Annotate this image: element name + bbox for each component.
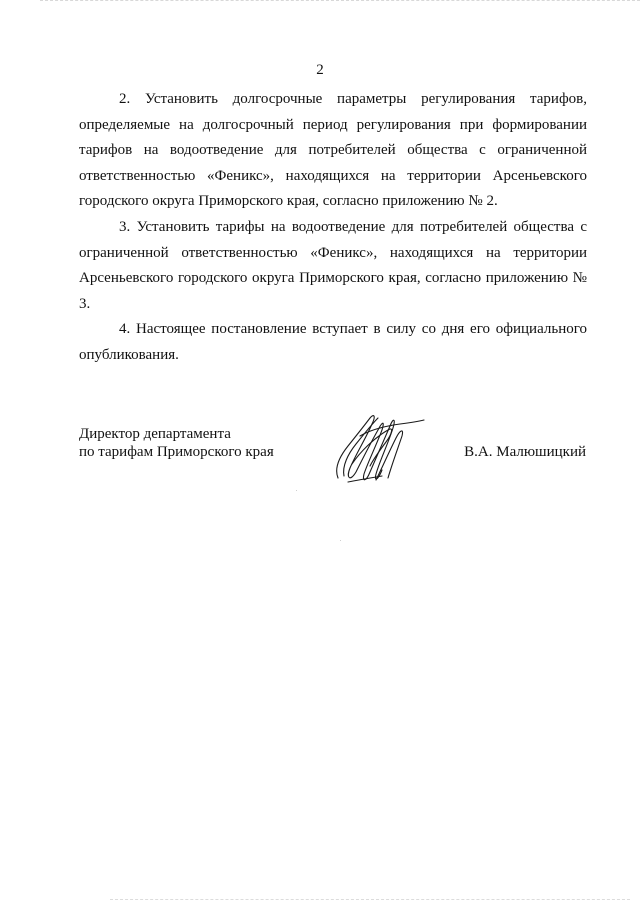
scan-speck bbox=[340, 540, 341, 541]
paragraph-3: 3. Установить тарифы на водоотведение для потребителей общества с ограниченной ответственностью «Феникс», находящихся на территории Арсеньевского городского округа Приморского края, согласно приложению № 3. bbox=[79, 219, 587, 312]
paragraph-2: 2. Установить долгосрочные параметры регулирования тарифов, определяемые на долгосрочный период регулирования при формировании тарифов на водоотведение для потребителей общества с ограниченной ответственностью «Феникс», находящихся на территории Арсеньевского городского округа Приморского края, согласно приложению № 2. bbox=[79, 91, 587, 209]
signatory-name: В.А. Малюшицкий bbox=[464, 444, 586, 460]
scan-speck bbox=[296, 490, 297, 491]
scan-edge-top bbox=[40, 0, 640, 4]
scan-edge-bottom bbox=[110, 899, 630, 902]
signatory-title-line2: по тарифам Приморского края bbox=[79, 444, 274, 460]
signatory-title bbox=[79, 425, 274, 461]
page-number: 2 bbox=[316, 62, 324, 78]
paragraph-4: 4. Настоящее постановление вступает в силу со дня его официального опубликования. bbox=[79, 321, 587, 363]
signatory-title-line1: Директор департамента bbox=[79, 426, 231, 442]
handwritten-signature bbox=[330, 408, 430, 486]
